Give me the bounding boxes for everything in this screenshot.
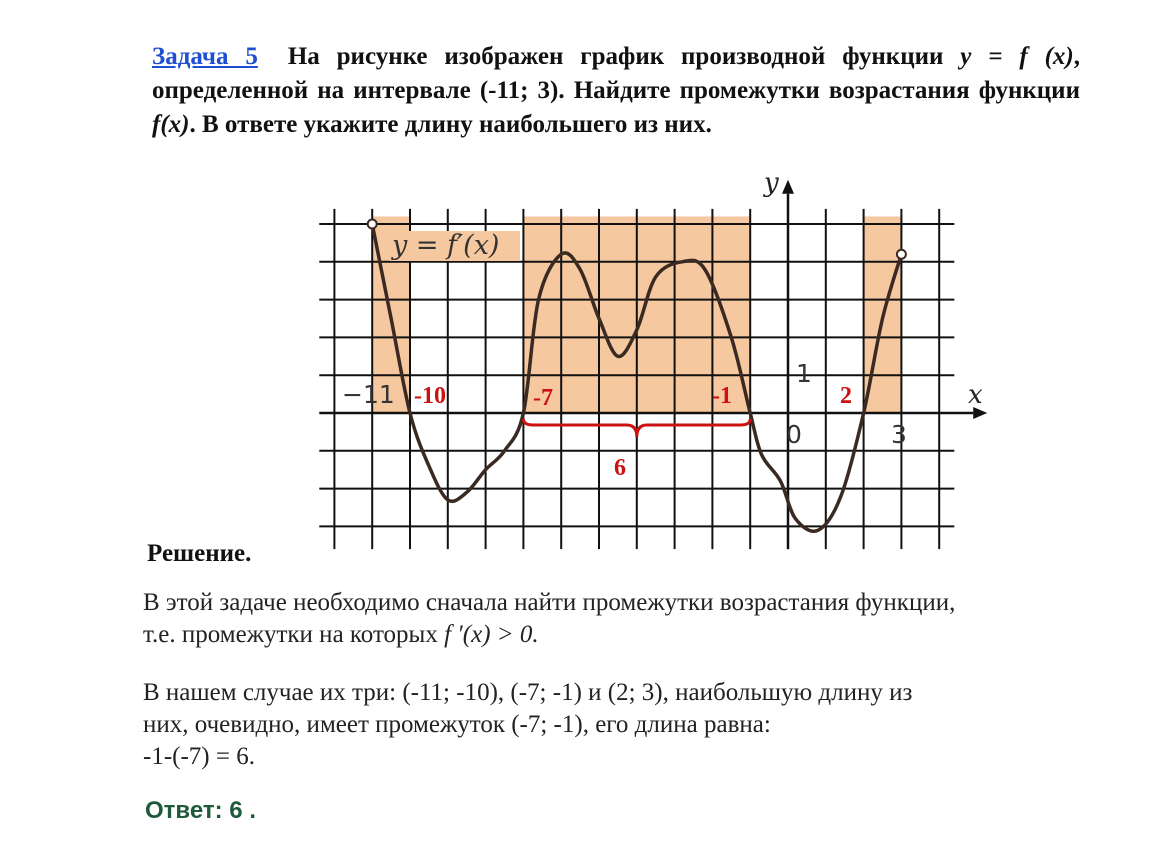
y-axis-arrow-icon bbox=[782, 180, 794, 194]
derivative-graph bbox=[300, 165, 990, 550]
mark-two: 2 bbox=[840, 383, 852, 409]
solution-line-5: -1-(-7) = 6. bbox=[143, 743, 255, 770]
mark-minus10: -10 bbox=[414, 383, 446, 409]
answer: Ответ: 6 . bbox=[145, 797, 256, 824]
solution-paragraph-2 bbox=[143, 677, 1103, 773]
problem-text-1: На рисунке изображен график производной функции bbox=[287, 43, 961, 70]
solution-line-2-text: т.е. промежутки на которых bbox=[143, 621, 445, 648]
solution-paragraph-1 bbox=[143, 587, 1103, 651]
function-fx: f(x) bbox=[152, 111, 190, 138]
problem-text-2: , определенной на интервале (-11; 3). Найдите промежутки возрастания функции bbox=[152, 43, 1080, 104]
y-axis-label: y bbox=[764, 168, 779, 198]
solution-line-3: В нашем случае их три: (-11; -10), (-7; -1) и (2; 3), наибольшую длину из bbox=[143, 679, 913, 706]
solution-title: Решение. bbox=[147, 540, 252, 567]
solution-line-4: них, очевидно, имеет промежуток (-7; -1), его длина равна: bbox=[143, 711, 771, 738]
interval-length-label: 6 bbox=[614, 455, 626, 481]
derivative-condition: f ′(x) > 0. bbox=[444, 621, 539, 648]
open-endpoint-start bbox=[368, 220, 377, 229]
problem-text-3: . В ответе укажите длину наибольшего из них. bbox=[189, 111, 712, 138]
solution-line-1: В этой задаче необходимо сначала найти промежутки возрастания функции, bbox=[143, 589, 956, 616]
problem-statement bbox=[152, 40, 1080, 142]
mark-minus7: -7 bbox=[533, 385, 553, 411]
mark-minus1: -1 bbox=[712, 383, 732, 409]
solution-line-2 bbox=[143, 619, 1103, 651]
function-y-eq: y = f (x) bbox=[960, 43, 1074, 70]
tick-label-one: 1 bbox=[796, 359, 812, 388]
tick-label-zero: 0 bbox=[786, 420, 802, 449]
tick-label-minus11: −11 bbox=[342, 380, 395, 409]
function-label: y = f′(x) bbox=[392, 230, 500, 261]
open-endpoint-end bbox=[897, 250, 906, 259]
x-axis-label: x bbox=[968, 380, 983, 410]
task-link[interactable]: Задача 5 bbox=[152, 43, 258, 70]
tick-label-three: 3 bbox=[891, 420, 907, 449]
